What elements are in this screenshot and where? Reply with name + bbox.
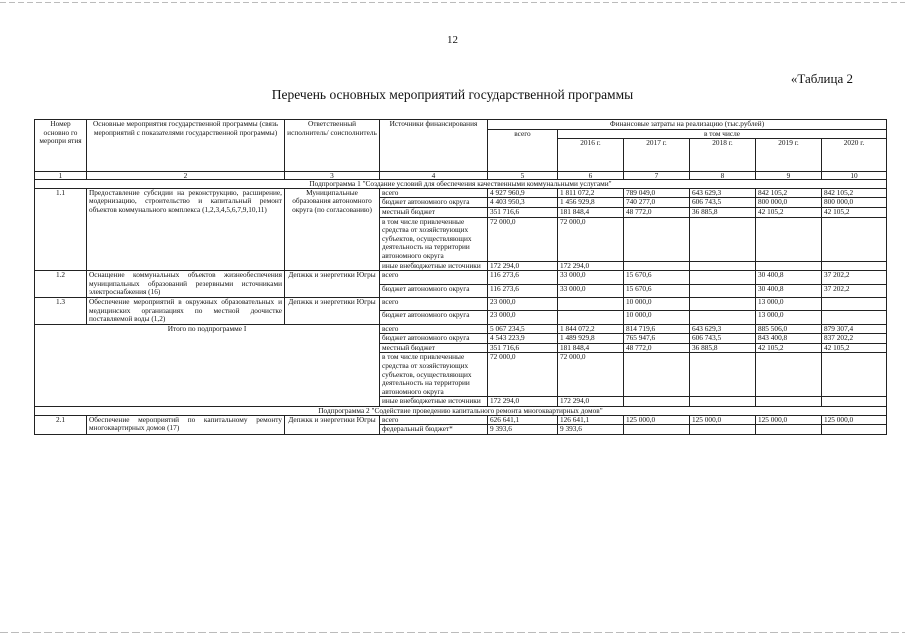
amount-2018: 606 743,5: [690, 198, 756, 208]
amount-2018: 125 000,0: [690, 415, 756, 425]
page-number: 12: [447, 34, 458, 46]
table-label: «Таблица 2: [790, 71, 853, 86]
amount-2016: 33 000,0: [558, 284, 624, 297]
funding-source: в том числе привлеченные средства от хозяйствующих субъектов, осуществляющих деятельность на территории автономного округа: [380, 353, 488, 397]
column-number: 10: [822, 172, 887, 180]
measure-number: 1.3: [35, 297, 87, 324]
header-year: 2016 г.: [558, 139, 624, 172]
header-including: в том числе: [558, 129, 887, 139]
amount-total: 72 000,0: [488, 353, 558, 397]
column-number: 9: [756, 172, 822, 180]
funding-source: местный бюджет: [380, 343, 488, 353]
funding-source: федеральный бюджет*: [380, 425, 488, 435]
subprogram-2-heading: Подпрограмма 2 "Содействие проведению капитального ремонта многоквартирных домов": [35, 407, 887, 416]
amount-2020: 42 105,2: [822, 343, 887, 353]
amount-total: 4 403 950,3: [488, 198, 558, 208]
table-row: [35, 324, 887, 334]
amount-2019: 125 000,0: [756, 415, 822, 425]
table-row: [35, 415, 887, 425]
column-number: 3: [285, 172, 380, 180]
amount-2018: 643 629,3: [690, 188, 756, 198]
amount-2016: 172 294,0: [558, 397, 624, 407]
header-sources: Источники финансирования: [380, 120, 488, 172]
table-row: [35, 188, 887, 198]
table-header: [35, 120, 887, 180]
amount-2019: [756, 353, 822, 397]
amount-2016: 1 489 929,8: [558, 334, 624, 344]
header-year: 2017 г.: [624, 139, 690, 172]
column-number: 5: [488, 172, 558, 180]
document-title: Перечень основных мероприятий государственной программы: [271, 87, 634, 102]
measure-name: Предоставление субсидии на реконструкцию, расширение, модернизацию, строительство и капитальный ремонт объектов коммунального комплекса (1,2,3,4,5,6,7,9,10,11): [87, 188, 285, 270]
table-row: [35, 271, 887, 284]
amount-total: 172 294,0: [488, 397, 558, 407]
amount-2019: 42 105,2: [756, 343, 822, 353]
amount-2017: 15 670,6: [624, 271, 690, 284]
subtotal-label: Итого по подпрограмме I: [35, 324, 380, 406]
header-measures: Основные мероприятия государственной программы (связь мероприятий с показателями государственной программы): [87, 120, 285, 172]
amount-total: 626 641,1: [488, 415, 558, 425]
amount-2020: 800 000,0: [822, 198, 887, 208]
amount-2016: 126 641,1: [558, 415, 624, 425]
amount-2020: [822, 425, 887, 435]
amount-2019: 842 105,2: [756, 188, 822, 198]
funding-source: всего: [380, 271, 488, 284]
amount-2016: 1 811 072,2: [558, 188, 624, 198]
amount-total: 23 000,0: [488, 311, 558, 324]
amount-2018: [690, 311, 756, 324]
amount-total: 172 294,0: [488, 261, 558, 271]
amount-2020: 37 202,2: [822, 284, 887, 297]
amount-2017: 765 947,6: [624, 334, 690, 344]
amount-2017: 48 772,0: [624, 343, 690, 353]
funding-source: иные внебюджетные источники: [380, 261, 488, 271]
amount-total: 23 000,0: [488, 297, 558, 310]
amount-2018: [690, 297, 756, 310]
amount-2016: [558, 297, 624, 310]
amount-2018: 36 885,8: [690, 207, 756, 217]
amount-total: 4 543 223,9: [488, 334, 558, 344]
header-total: всего: [488, 129, 558, 172]
subprogram-1-heading: Подпрограмма 1 "Создание условий для обеспечения качественными коммунальными услугами": [35, 180, 887, 189]
column-number: 7: [624, 172, 690, 180]
amount-2019: [756, 425, 822, 435]
column-number: 2: [87, 172, 285, 180]
amount-2019: [756, 397, 822, 407]
amount-2017: [624, 397, 690, 407]
table-row: [35, 297, 887, 310]
amount-2020: 42 105,2: [822, 207, 887, 217]
funding-source: всего: [380, 415, 488, 425]
amount-2018: 643 629,3: [690, 324, 756, 334]
table-body: [35, 180, 887, 435]
amount-2017: [624, 425, 690, 435]
amount-2016: 181 848,4: [558, 343, 624, 353]
amount-2016: 1 456 929,8: [558, 198, 624, 208]
header-year: 2020 г.: [822, 139, 887, 172]
scan-edge-top: [0, 2, 905, 3]
header-costs: Финансовые затраты на реализацию (тыс.рублей): [488, 120, 887, 130]
column-number: 4: [380, 172, 488, 180]
funding-source: всего: [380, 324, 488, 334]
amount-2020: [822, 261, 887, 271]
amount-2020: 125 000,0: [822, 415, 887, 425]
amount-2020: 37 202,2: [822, 271, 887, 284]
column-number: 1: [35, 172, 87, 180]
funding-source: бюджет автономного округа: [380, 284, 488, 297]
measure-name: Оснащение коммунальных объектов жизнеобеспечения муниципальных образований резервными источниками электроснабжения (16): [87, 271, 285, 298]
amount-2017: 10 000,0: [624, 297, 690, 310]
amount-2016: 72 000,0: [558, 217, 624, 261]
measure-name: Обеспечение мероприятий в окружных образовательных и медицинских организациях по местной доочистке поставляемой воды (1,2): [87, 297, 285, 324]
header-year: 2019 г.: [756, 139, 822, 172]
amount-2018: [690, 397, 756, 407]
amount-2016: 33 000,0: [558, 271, 624, 284]
amount-2018: [690, 261, 756, 271]
amount-2017: [624, 353, 690, 397]
measure-executor: Депжкк и энергетики Югры: [285, 271, 380, 298]
funding-source: в том числе привлеченные средства от хозяйствующих субъектов, осуществляющих деятельность на территории автономного округа: [380, 217, 488, 261]
amount-2017: 48 772,0: [624, 207, 690, 217]
amount-2017: 740 277,0: [624, 198, 690, 208]
amount-2018: [690, 284, 756, 297]
amount-2018: [690, 217, 756, 261]
amount-total: 116 273,6: [488, 271, 558, 284]
amount-total: 72 000,0: [488, 217, 558, 261]
amount-2016: 172 294,0: [558, 261, 624, 271]
funding-source: местный бюджет: [380, 207, 488, 217]
amount-2019: [756, 217, 822, 261]
measure-executor: Муниципальные образования автономного округа (по согласованию): [285, 188, 380, 270]
amount-2018: [690, 425, 756, 435]
amount-2019: 800 000,0: [756, 198, 822, 208]
measure-executor: Депжкк и энергетики Югры: [285, 415, 380, 434]
amount-total: 5 067 234,5: [488, 324, 558, 334]
amount-2018: [690, 271, 756, 284]
amount-2020: 879 307,4: [822, 324, 887, 334]
amount-2019: [756, 261, 822, 271]
amount-2019: 885 506,0: [756, 324, 822, 334]
header-number: Номер основно го меропри ятия: [35, 120, 87, 172]
amount-2018: [690, 353, 756, 397]
amount-2020: [822, 311, 887, 324]
amount-2017: 15 670,6: [624, 284, 690, 297]
funding-source: иные внебюджетные источники: [380, 397, 488, 407]
amount-2016: 1 844 072,2: [558, 324, 624, 334]
amount-2017: 10 000,0: [624, 311, 690, 324]
amount-2017: 789 049,0: [624, 188, 690, 198]
amount-total: 9 393,6: [488, 425, 558, 435]
column-number: 8: [690, 172, 756, 180]
funding-source: всего: [380, 188, 488, 198]
measure-number: 1.1: [35, 188, 87, 270]
measure-number: 2.1: [35, 415, 87, 434]
amount-2020: [822, 217, 887, 261]
amount-2018: 606 743,5: [690, 334, 756, 344]
measure-name: Обеспечение мероприятий по капитальному ремонту многоквартирных домов (17): [87, 415, 285, 434]
amount-2019: 42 105,2: [756, 207, 822, 217]
amount-2017: [624, 217, 690, 261]
funding-source: бюджет автономного округа: [380, 334, 488, 344]
scan-edge-bottom: [0, 632, 905, 633]
amount-2020: [822, 297, 887, 310]
amount-total: 116 273,6: [488, 284, 558, 297]
amount-2017: 814 719,6: [624, 324, 690, 334]
amount-2019: 30 400,8: [756, 284, 822, 297]
funding-source: бюджет автономного округа: [380, 198, 488, 208]
measure-executor: Депжкк и энергетики Югры: [285, 297, 380, 324]
amount-2020: [822, 353, 887, 397]
amount-2020: 837 202,2: [822, 334, 887, 344]
amount-2019: 13 000,0: [756, 297, 822, 310]
funding-source: всего: [380, 297, 488, 310]
amount-2016: 9 393,6: [558, 425, 624, 435]
amount-2017: 125 000,0: [624, 415, 690, 425]
amount-total: 351 716,6: [488, 207, 558, 217]
amount-total: 351 716,6: [488, 343, 558, 353]
amount-2016: [558, 311, 624, 324]
amount-2016: 181 848,4: [558, 207, 624, 217]
header-executor: Ответственный исполнитель/ соисполнитель: [285, 120, 380, 172]
funding-source: бюджет автономного округа: [380, 311, 488, 324]
measure-number: 1.2: [35, 271, 87, 298]
amount-2020: 842 105,2: [822, 188, 887, 198]
column-number: 6: [558, 172, 624, 180]
amount-total: 4 927 960,9: [488, 188, 558, 198]
amount-2016: 72 000,0: [558, 353, 624, 397]
amount-2019: 30 400,8: [756, 271, 822, 284]
events-table: [34, 119, 887, 435]
amount-2018: 36 885,8: [690, 343, 756, 353]
header-year: 2018 г.: [690, 139, 756, 172]
amount-2019: 13 000,0: [756, 311, 822, 324]
amount-2019: 843 400,8: [756, 334, 822, 344]
amount-2020: [822, 397, 887, 407]
amount-2017: [624, 261, 690, 271]
